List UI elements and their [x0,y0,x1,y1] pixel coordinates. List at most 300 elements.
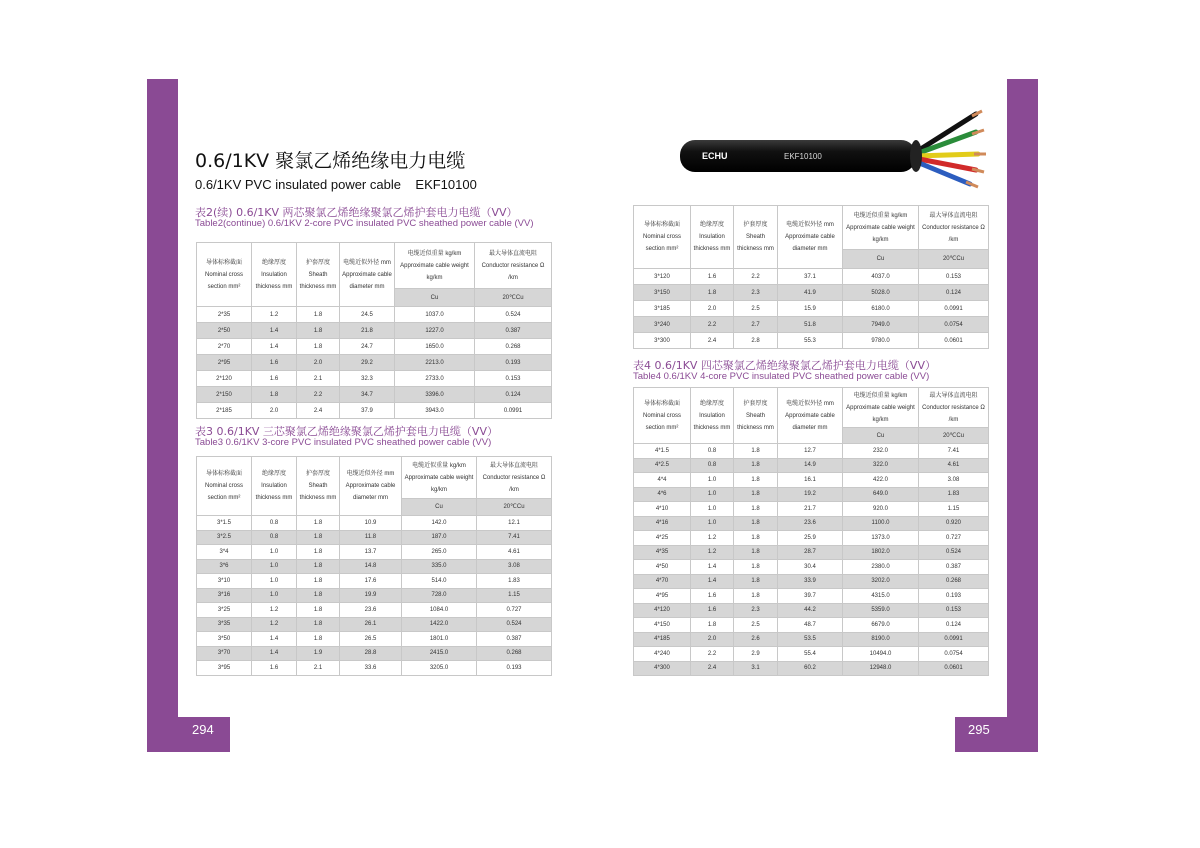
table-cell: 0.8 [252,530,297,545]
col-header-sheath: 护套厚度 Sheath thickness mm [734,388,778,444]
table-cell: 0.0601 [919,661,989,676]
table-cell: 0.0754 [919,317,989,333]
page-title-chinese: 0.6/1KV 聚氯乙烯绝缘电力电缆 [195,150,466,172]
table-cell: 1.8 [734,458,778,473]
table-cell: 0.268 [477,646,552,661]
table-cell: 2.1 [297,371,340,387]
table-cell: 28.7 [778,545,843,560]
table-row [197,403,552,419]
table-cell: 16.1 [778,473,843,488]
col-header-diameter: 电缆近似外径 mm Approximate cable diameter mm [340,457,402,516]
table-cell: 3.1 [734,661,778,676]
table-cell: 3*2.5 [197,530,252,545]
table-cell: 0.124 [475,387,552,403]
table-row [197,588,552,603]
table-cell: 4*35 [634,545,691,560]
col-header-insulation: 绝缘厚度 Insulation thickness mm [691,388,734,444]
table-cell: 1.8 [297,574,340,589]
table-cell: 21.8 [340,323,395,339]
table-cell: 1.15 [477,588,552,603]
col-header-weight: 电缆近似重量 kg/km Approximate cable weight kg/km [402,457,477,499]
table-row [634,545,989,560]
table-row [197,530,552,545]
table-cell: 4*150 [634,618,691,633]
table-cell: 3*120 [634,269,691,285]
col-header-diameter: 电缆近似外径 mm Approximate cable diameter mm [340,243,395,307]
left-page-footer-band [147,717,230,752]
table-cell: 3396.0 [395,387,475,403]
table-cell: 1.83 [477,574,552,589]
table-cell: 1.4 [252,323,297,339]
col-subheader-cu: Cu [843,250,919,269]
table-cell: 32.3 [340,371,395,387]
table2-spec-table [196,242,552,419]
table-cell: 55.3 [778,333,843,349]
table-cell: 1802.0 [843,545,919,560]
table2-caption [195,207,534,229]
table-cell: 2.4 [297,403,340,419]
table-cell: 5028.0 [843,285,919,301]
table-row [634,661,989,676]
table-cell: 1.6 [691,603,734,618]
table-cell: 335.0 [402,559,477,574]
table-cell: 1.0 [691,516,734,531]
table-cell: 1.0 [252,545,297,560]
table-cell: 1.8 [297,339,340,355]
table-cell: 1.8 [734,574,778,589]
table-cell: 4*120 [634,603,691,618]
table-cell: 0.124 [919,618,989,633]
table4-caption-cn: 表4 0.6/1KV 四芯聚氯乙烯绝缘聚氯乙烯护套电力电缆（VV） [633,359,936,372]
right-page-number: 295 [968,722,990,737]
table-cell: 4*300 [634,661,691,676]
table-cell: 2.2 [691,317,734,333]
table-row [634,473,989,488]
table-cell: 13.7 [340,545,402,560]
table-cell: 0.153 [919,603,989,618]
table-cell: 4315.0 [843,589,919,604]
table2-caption-cn: 表2(续) 0.6/1KV 两芯聚氯乙烯绝缘聚氯乙烯护套电力电缆（VV） [195,206,518,219]
table-cell: 3*95 [197,661,252,676]
col-header-weight: 电缆近似重量 kg/km Approximate cable weight kg/km [843,206,919,250]
table-cell: 0.524 [475,307,552,323]
table-cell: 1.8 [734,545,778,560]
table-cell: 6180.0 [843,301,919,317]
table-cell: 1.8 [297,603,340,618]
table-cell: 1.15 [919,502,989,517]
table-cell: 0.524 [477,617,552,632]
table-row [634,301,989,317]
table-cell: 1.8 [297,323,340,339]
table-row [197,516,552,531]
col-header-sheath: 护套厚度 Sheath thickness mm [734,206,778,269]
table-cell: 1.8 [734,487,778,502]
table-cell: 0.727 [477,603,552,618]
table3-caption-cn: 表3 0.6/1KV 三芯聚氯乙烯绝缘聚氯乙烯护套电力电缆（VV） [195,425,498,438]
table-cell: 1.8 [734,473,778,488]
table-cell: 2.5 [734,618,778,633]
table-cell: 1.6 [252,355,297,371]
table-cell: 265.0 [402,545,477,560]
col-header-insulation: 绝缘厚度 Insulation thickness mm [252,457,297,516]
table-row [197,545,552,560]
left-page-band [147,79,178,752]
table-cell: 4*95 [634,589,691,604]
table-cell: 3*1.5 [197,516,252,531]
table-cell: 7.41 [477,530,552,545]
table-row [197,339,552,355]
table-cell: 3*300 [634,333,691,349]
table-cell: 28.8 [340,646,402,661]
table-cell: 7.41 [919,444,989,459]
table-cell: 322.0 [843,458,919,473]
table-cell: 1.0 [252,574,297,589]
table-cell: 0.193 [477,661,552,676]
table-row [197,355,552,371]
col-subheader-20c: 20℃Cu [477,499,552,516]
table-cell: 1.0 [691,473,734,488]
col-subheader-20c: 20℃Cu [919,250,989,269]
col-header-section: 导体标称截面 Nominal cross section mm² [634,206,691,269]
table-cell: 3*16 [197,588,252,603]
table-row [197,559,552,574]
table-cell: 3*185 [634,301,691,317]
table-cell: 14.8 [340,559,402,574]
col-header-sheath: 护套厚度 Sheath thickness mm [297,243,340,307]
table-row [634,589,989,604]
table-cell: 19.9 [340,588,402,603]
table-cell: 2*70 [197,339,252,355]
col-header-diameter: 电缆近似外径 mm Approximate cable diameter mm [778,206,843,269]
table-cell: 1.8 [691,618,734,633]
table-cell: 2.0 [252,403,297,419]
table-cell: 51.8 [778,317,843,333]
table-cell: 3.08 [477,559,552,574]
table-cell: 12.7 [778,444,843,459]
table-cell: 0.8 [252,516,297,531]
table-cell: 3*4 [197,545,252,560]
table-cell: 1.8 [252,387,297,403]
table-cell: 0.387 [919,560,989,575]
table-cell: 37.1 [778,269,843,285]
table-cell: 2.3 [734,603,778,618]
table-cell: 0.268 [919,574,989,589]
table-cell: 6679.0 [843,618,919,633]
table-cell: 1.4 [691,574,734,589]
table3-caption-en: Table3 0.6/1KV 3-core PVC insulated PVC sheathed power cable (VV) [195,437,492,448]
table-cell: 0.193 [475,355,552,371]
col-header-section: 导体标称截面 Nominal cross section mm² [197,243,252,307]
table-cell: 26.5 [340,632,402,647]
table-cell: 1.2 [252,603,297,618]
table-cell: 649.0 [843,487,919,502]
table-cell: 1.2 [252,307,297,323]
table2-caption-en: Table2(continue) 0.6/1KV 2-core PVC insulated PVC sheathed power cable (VV) [195,218,534,229]
table-cell: 1.8 [297,588,340,603]
table-cell: 0.193 [919,589,989,604]
table-cell: 2*120 [197,371,252,387]
table-row [634,603,989,618]
table-cell: 1.8 [297,516,340,531]
table-cell: 0.8 [691,444,734,459]
table-cell: 4.61 [919,458,989,473]
table-cell: 55.4 [778,647,843,662]
table-cell: 2.2 [734,269,778,285]
table4-caption-en: Table4 0.6/1KV 4-core PVC insulated PVC sheathed power cable (VV) [633,371,930,382]
col-header-sheath: 护套厚度 Sheath thickness mm [297,457,340,516]
table3-spec-table [196,456,552,676]
table-row [634,487,989,502]
col-header-diameter: 电缆近似外径 mm Approximate cable diameter mm [778,388,843,444]
table-cell: 1.0 [252,559,297,574]
table-cell: 39.7 [778,589,843,604]
table-cell: 1.4 [691,560,734,575]
table-row [634,560,989,575]
table-row [197,661,552,676]
table-cell: 4*240 [634,647,691,662]
col-subheader-cu: Cu [843,428,919,444]
table-row [197,387,552,403]
table-cell: 2*185 [197,403,252,419]
table-cell: 1373.0 [843,531,919,546]
col-header-weight: 电缆近似重量 kg/km Approximate cable weight kg/km [843,388,919,428]
table-cell: 1.8 [734,516,778,531]
table-cell: 2.9 [734,647,778,662]
table-cell: 2.0 [297,355,340,371]
table-cell: 4*4 [634,473,691,488]
col-subheader-cu: Cu [402,499,477,516]
table-row [634,502,989,517]
table-cell: 2733.0 [395,371,475,387]
table-cell: 2.5 [734,301,778,317]
table-cell: 4*1.5 [634,444,691,459]
table-cell: 1650.0 [395,339,475,355]
table-cell: 3*25 [197,603,252,618]
table-cell: 19.2 [778,487,843,502]
table-cell: 3*10 [197,574,252,589]
table-cell: 2.2 [297,387,340,403]
table-cell: 1.4 [252,339,297,355]
table-cell: 232.0 [843,444,919,459]
table-cell: 422.0 [843,473,919,488]
table-cell: 25.9 [778,531,843,546]
table-cell: 41.9 [778,285,843,301]
table-cell: 33.9 [778,574,843,589]
table-cell: 4*6 [634,487,691,502]
table-cell: 8190.0 [843,632,919,647]
table-cell: 4*70 [634,574,691,589]
table-cell: 1.4 [252,632,297,647]
col-subheader-20c: 20℃Cu [475,289,552,307]
table-cell: 1.2 [252,617,297,632]
table-cell: 9780.0 [843,333,919,349]
table-cell: 187.0 [402,530,477,545]
table-cell: 3.08 [919,473,989,488]
table-cell: 0.0991 [475,403,552,419]
table-row [634,458,989,473]
table-cell: 4*10 [634,502,691,517]
table-row [634,618,989,633]
col-subheader-20c: 20℃Cu [919,428,989,444]
table-cell: 1.0 [252,588,297,603]
table-cell: 1.8 [297,617,340,632]
table-cell: 4*185 [634,632,691,647]
table-cell: 1.8 [734,502,778,517]
table-row [197,574,552,589]
table-cell: 17.6 [340,574,402,589]
table-cell: 4*16 [634,516,691,531]
table-cell: 24.5 [340,307,395,323]
col-header-resistance: 最大导体直流电阻 Conductor resistance Ω /km [475,243,552,289]
table-cell: 3*50 [197,632,252,647]
table-cell: 1.0 [691,502,734,517]
table-cell: 2.3 [734,285,778,301]
table-cell: 26.1 [340,617,402,632]
table-row [197,632,552,647]
cable-product-image [676,108,988,190]
cable-logo-text: ECHU [702,151,728,161]
table-cell: 1037.0 [395,307,475,323]
table-cell: 1.8 [734,560,778,575]
table-cell: 0.524 [919,545,989,560]
table-cell: 1.6 [691,589,734,604]
table-cell: 142.0 [402,516,477,531]
table-cell: 7949.0 [843,317,919,333]
table-cell: 3205.0 [402,661,477,676]
table-cell: 2.7 [734,317,778,333]
table4-spec-table [633,387,989,676]
table-cell: 1.8 [297,559,340,574]
table-cell: 4*25 [634,531,691,546]
table-cell: 1.0 [691,487,734,502]
table-cell: 14.9 [778,458,843,473]
table-cell: 920.0 [843,502,919,517]
table-cell: 2.0 [691,632,734,647]
table-cell: 0.0991 [919,301,989,317]
table-cell: 728.0 [402,588,477,603]
table-cell: 0.727 [919,531,989,546]
col-header-section: 导体标称截面 Nominal cross section mm² [197,457,252,516]
table-cell: 2.6 [734,632,778,647]
table-row [197,323,552,339]
table-cell: 2*50 [197,323,252,339]
col-header-resistance: 最大导体直流电阻 Conductor resistance Ω /km [919,206,989,250]
table-row [634,333,989,349]
table-cell: 1.8 [734,444,778,459]
table3-continued-spec-table [633,205,989,349]
table-row [634,574,989,589]
col-header-insulation: 绝缘厚度 Insulation thickness mm [691,206,734,269]
table-cell: 4*50 [634,560,691,575]
table-cell: 3943.0 [395,403,475,419]
table4-caption [633,360,936,382]
table-cell: 1227.0 [395,323,475,339]
table-cell: 0.153 [475,371,552,387]
table-cell: 2415.0 [402,646,477,661]
col-subheader-cu: Cu [395,289,475,307]
table-cell: 5359.0 [843,603,919,618]
table-cell: 48.7 [778,618,843,633]
table-row [634,516,989,531]
table-row [634,269,989,285]
table-cell: 1.2 [691,545,734,560]
table-cell: 1801.0 [402,632,477,647]
table-cell: 10.9 [340,516,402,531]
table-row [634,285,989,301]
table-cell: 2*35 [197,307,252,323]
table-row [634,444,989,459]
table-cell: 2.1 [297,661,340,676]
table-cell: 4.61 [477,545,552,560]
table-cell: 2.4 [691,333,734,349]
col-header-weight: 电缆近似重量 kg/km Approximate cable weight kg/km [395,243,475,289]
table-cell: 2213.0 [395,355,475,371]
table-cell: 30.4 [778,560,843,575]
table-cell: 23.6 [340,603,402,618]
table-cell: 2.0 [691,301,734,317]
table-cell: 2*95 [197,355,252,371]
left-page-number: 294 [192,722,214,737]
table-cell: 1.2 [691,531,734,546]
table-cell: 1.8 [734,531,778,546]
table-cell: 33.6 [340,661,402,676]
table-row [634,531,989,546]
table-cell: 1.8 [297,545,340,560]
table-cell: 3*240 [634,317,691,333]
table-cell: 37.9 [340,403,395,419]
table-cell: 2380.0 [843,560,919,575]
table-cell: 3*150 [634,285,691,301]
table-cell: 1422.0 [402,617,477,632]
table-cell: 514.0 [402,574,477,589]
table-cell: 53.5 [778,632,843,647]
table-cell: 12.1 [477,516,552,531]
table-cell: 10494.0 [843,647,919,662]
table-cell: 0.268 [475,339,552,355]
table-row [197,617,552,632]
col-header-insulation: 绝缘厚度 Insulation thickness mm [252,243,297,307]
table-cell: 0.0991 [919,632,989,647]
table-cell: 2.4 [691,661,734,676]
table-cell: 2*150 [197,387,252,403]
table-cell: 1084.0 [402,603,477,618]
table-cell: 1.8 [297,530,340,545]
table-cell: 1.8 [297,632,340,647]
cable-print-text: EKF10100 [784,152,822,161]
table-cell: 0.920 [919,516,989,531]
table-cell: 12948.0 [843,661,919,676]
table-cell: 34.7 [340,387,395,403]
table-cell: 1.6 [252,371,297,387]
table-cell: 1.4 [252,646,297,661]
table-cell: 0.0601 [919,333,989,349]
table-row [634,317,989,333]
table-row [197,646,552,661]
col-header-resistance: 最大导体直流电阻 Conductor resistance Ω /km [919,388,989,428]
table-cell: 0.387 [475,323,552,339]
right-page-band [1007,79,1038,752]
page-title-english: 0.6/1KV PVC insulated power cable EKF10100 [195,177,477,192]
table-cell: 0.0754 [919,647,989,662]
table-row [634,632,989,647]
table-cell: 3*35 [197,617,252,632]
table-cell: 2.2 [691,647,734,662]
table-cell: 4*2.5 [634,458,691,473]
table-cell: 1.6 [252,661,297,676]
table-row [197,307,552,323]
table-cell: 1.6 [691,269,734,285]
table-cell: 23.6 [778,516,843,531]
